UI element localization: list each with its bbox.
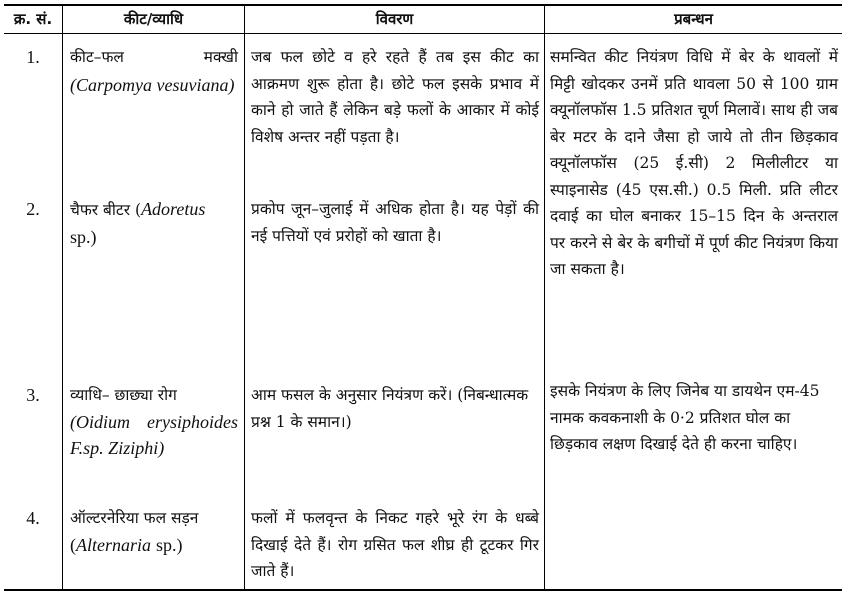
row-2-description: प्रकोप जून–जुलाई में अधिक होता है। यह पेड़ों की नई पत्तियों एवं प्ररोहों को खाता है। [251,200,539,245]
row-2-pest [70,196,242,251]
row-4-description: फलों में फलवृन्त के निकट गहरे भूरे रंग के धब्बे दिखाई देते हैं। रोग ग्रसित फल शीघ्र ही टूटकर गिर जाते हैं। [251,509,539,580]
header-bottom-rule [4,33,842,34]
row-4-pest-species: sp.) [155,534,183,555]
row-1-description: जब फल छोटे व हरे रहते हैं तब इस कीट का आक्रमण शुरू होता है। छोटे फल इसके प्रभाव में काने हो जाते हैं लेकिन बड़े फलों के आकार में कोई विशेष अन्तर नहीं पड़ता है। [251,48,539,146]
header-serial: क्र. सं. [13,10,53,28]
row-3-pest-name: व्याधि– छाछ्या रोग [70,386,177,404]
row-2-serial: 2. [26,199,40,219]
row-2-pest-name: चैफर बीटर ( [70,201,142,219]
column-divider-2 [244,4,245,590]
row-4-serial: 4. [26,508,40,528]
management-2: इसके नियंत्रण के लिए जिनेब या डायथेन एम-45 नामक कवकनाशी के 0·2 प्रतिशत घोल का छिड़काव लक्षण दिखाई देते ही करना चाहिए। [550,382,820,453]
table-bottom-rule [4,589,842,591]
row-3-pest-scientific: (Oidium erysiphoides F.sp. Ziziphi) [70,411,238,458]
row-2-pest-species: sp.) [70,226,97,247]
row-1-serial: 1. [26,47,40,67]
row-3-serial: 3. [26,385,40,405]
header-management: प्रबन्धन [674,10,713,28]
row-4-pest-name: ऑल्टरनेरिया फल सड़न [70,509,199,527]
header-description: विवरण [375,10,414,28]
row-1-pest-name: कीट–फल मक्खी [70,48,238,66]
row-1-pest [70,44,238,99]
row-2-pest-genus: Adoretus [141,199,206,219]
row-3-pest [70,382,238,461]
row-3-description: आम फसल के अनुसार नियंत्रण करें। (निबन्धात्मक प्रश्न 1 के समान।) [251,386,529,431]
header-pest: कीट/व्याधि [123,10,184,28]
row-1-pest-scientific: (Carpomya vesuviana) [70,74,235,95]
row-4-pest-genus: Alternaria [76,534,151,555]
management-1: समन्वित कीट नियंत्रण विधि में बेर के थावलों में मिट्टी खोदकर उनमें प्रति थावला 50 से 100 ग्राम क्यूनॉलफॉस 1.5 प्रतिशत चूर्ण मिलावें। साथ ही जब बेर मटर के दाने जैसा हो जाये तो तीन छिड़काव क्यूनॉलफॉस (25 ई.सी) 2 मिलीलीटर या स्पाइनासेड (45 एस.सी.) 0.5 मिली. प्रति लीटर दवाई का घोल बनाकर 15–15 दिन के अन्तराल पर करने से बेर के बगीचों में पूर्ण कीट नियंत्रण किया जा सकता है। [550,48,838,278]
column-divider-1 [62,4,63,590]
row-4-pest: ऑल्टरनेरिया फल सड़न (Alternaria sp.) [70,505,242,559]
column-divider-3 [544,4,545,590]
